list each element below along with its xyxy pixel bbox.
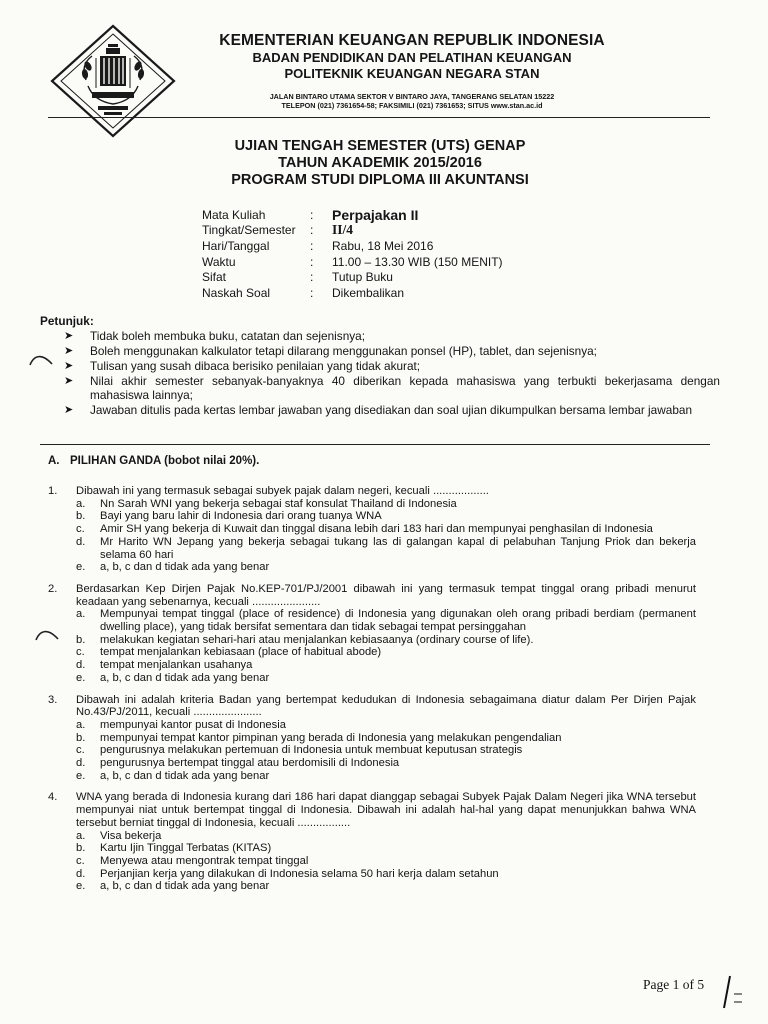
option: a. Nn Sarah WNI yang bekerja sebagai staf konsulat Thailand di Indonesia: [76, 497, 457, 510]
info-row: Naskah Soal : Dikembalikan: [202, 285, 405, 300]
school-name: POLITEKNIK KEUANGAN NEGARA STAN: [284, 66, 540, 81]
info-value: Rabu, 18 Mei 2016: [332, 238, 434, 253]
info-row: Hari/Tanggal : Rabu, 18 Mei 2016: [202, 238, 434, 253]
arrow-bullet-icon: ➤: [64, 375, 74, 387]
section-letter: A.: [48, 455, 60, 467]
option: d. tempat menjalankan usahanya: [76, 659, 253, 672]
instruction-item: ➤ Tidak boleh membuka buku, catatan dan sejenisnya;: [64, 329, 365, 343]
exam-info-table: [202, 207, 503, 301]
question: [48, 791, 696, 893]
info-value: Dikembalikan: [332, 285, 405, 300]
question-number: 4.: [48, 791, 58, 804]
pen-mark-icon: [34, 627, 60, 643]
ministry-name: KEMENTERIAN KEUANGAN REPUBLIK INDONESIA: [219, 32, 605, 49]
section-heading: [48, 455, 259, 467]
option: e. a, b, c dan d tidak ada yang benar: [76, 671, 270, 684]
info-label: Mata Kuliah: [202, 207, 266, 222]
info-value: 11.00 – 13.30 WIB (150 MENIT): [332, 254, 503, 269]
option: c. pengurusnya melakukan pertemuan di Indonesia untuk membuat keputusan strategis: [76, 744, 523, 757]
question-stem: Berdasarkan Kep Dirjen Pajak No.KEP-701/PJ/2001 dibawah ini yang termasuk tempat tinggal orang pribadi menurut keadaan yang sebenarnya, kecuali ......................: [76, 582, 696, 608]
option: a. mempunyai kantor pusat di Indonesia: [76, 718, 286, 731]
option: e. a, b, c dan d tidak ada yang benar: [76, 769, 270, 782]
agency-name: BADAN PENDIDIKAN DAN PELATIHAN KEUANGAN: [252, 50, 572, 65]
instructions-list: [40, 329, 720, 417]
info-value: II/4: [332, 222, 354, 238]
info-label: Sifat: [202, 270, 227, 285]
exam-title-line-2: TAHUN AKADEMIK 2015/2016: [278, 155, 482, 171]
option: d. pengurusnya bertempat tinggal atau berdomisili di Indonesia: [76, 757, 400, 770]
instructions-heading: Petunjuk:: [40, 314, 94, 328]
exam-title-line-3: PROGRAM STUDI DIPLOMA III AKUNTANSI: [231, 172, 529, 188]
contact-info: TELEPON (021) 7361654-58; FAKSIMILI (021) 7361653; SITUS www.stan.ac.id: [281, 101, 543, 110]
option: b. Kartu Ijin Tinggal Terbatas (KITAS): [76, 842, 272, 855]
exam-title-line-1: UJIAN TENGAH SEMESTER (UTS) GENAP: [234, 138, 526, 154]
header-divider: [48, 117, 710, 118]
exam-title: [150, 138, 610, 189]
question: [48, 583, 696, 685]
option: a. Mempunyai tempat tinggal (place of residence) di Indonesia yang digunakan oleh orang pribadi berdiam (permanent dwelling place), yang tidak bersifat sementara dan tidak sebagai tempat persinggahan: [76, 608, 696, 634]
instructions: [40, 314, 720, 418]
option: e. a, b, c dan d tidak ada yang benar: [76, 880, 270, 893]
info-row: Waktu : 11.00 – 13.30 WIB (150 MENIT): [202, 254, 503, 269]
question-number: 3.: [48, 693, 58, 706]
instruction-item: ➤ Tulisan yang susah dibaca berisiko penilaian yang tidak akurat;: [64, 359, 421, 373]
arrow-bullet-icon: ➤: [64, 330, 74, 342]
option: c. tempat menjalankan kebiasaan (place of habitual abode): [76, 646, 382, 659]
info-label: Tingkat/Semester: [202, 223, 296, 238]
option: a. Visa bekerja: [76, 829, 162, 842]
letterhead: [192, 32, 632, 110]
section-title: PILIHAN GANDA (bobot nilai 20%).: [70, 455, 260, 467]
option: b. melakukan kegiatan sehari-hari atau menjalankan kebiasaanya (ordinary course of life).: [76, 633, 534, 646]
info-label: Waktu: [202, 254, 236, 269]
option: c. Amir SH yang bekerja di Kuwait dan tinggal disana lebih dari 183 hari dan mempunyai penghasilan di Indonesia: [76, 523, 653, 536]
question-list: [48, 485, 696, 902]
info-row: Mata Kuliah : Perpajakan II: [202, 206, 419, 223]
option: b. Bayi yang baru lahir di Indonesia dari orang tuanya WNA: [76, 510, 382, 523]
option: d. Perjanjian kerja yang dilakukan di Indonesia selama 50 hari kerja dalam setahun: [76, 867, 499, 880]
section-divider: [40, 444, 710, 445]
arrow-bullet-icon: ➤: [64, 404, 74, 416]
question: [48, 694, 696, 783]
question-stem: Dibawah ini adalah kriteria Badan yang bertempat kedudukan di Indonesia sebagaimana diatur dalam Per Dirjen Pajak No.43/PJ/2011, kecuali ......................: [76, 693, 696, 719]
arrow-bullet-icon: ➤: [64, 360, 74, 372]
pen-mark-icon: [716, 972, 746, 1012]
arrow-bullet-icon: ➤: [64, 345, 74, 357]
info-row: Tingkat/Semester : II/4: [202, 222, 354, 238]
question: [48, 485, 696, 574]
question-stem: WNA yang berada di Indonesia kurang dari 186 hari dapat dianggap sebagai Subyek Pajak Dalam Negeri jika WNA tersebut mempunyai niat untuk bertempat tinggal di Indonesia. Dibawah ini adalah hal-hal yang dapat menunjukkan bahwa WNA tersebut berniat tinggal di Indonesia, kecuali .................: [76, 791, 696, 829]
ministry-logo-icon: [48, 22, 178, 140]
info-row: Sifat : Tutup Buku: [202, 270, 393, 285]
info-value: Tutup Buku: [332, 270, 393, 285]
question-number: 1.: [48, 485, 58, 497]
info-value: Perpajakan II: [332, 206, 419, 223]
instruction-item: ➤ Nilai akhir semester sebanyak-banyaknya 40 diberikan kepada mahasiswa yang terbukti bekerjasama dengan mahasiswa lainnya;: [64, 374, 720, 402]
question-number: 2.: [48, 582, 58, 595]
question-stem: Dibawah ini yang termasuk sebagai subyek pajak dalam negeri, kecuali ..................: [76, 485, 489, 497]
option: e. a, b, c dan d tidak ada yang benar: [76, 561, 270, 574]
page-number: Page 1 of 5: [643, 977, 705, 992]
instruction-item: ➤ Jawaban ditulis pada kertas lembar jawaban yang disediakan dan soal ujian dikumpulkan bersama lembar jawaban: [64, 403, 693, 417]
info-label: Naskah Soal: [202, 285, 271, 300]
option: c. Menyewa atau mengontrak tempat tinggal: [76, 854, 309, 867]
instruction-item: ➤ Boleh menggunakan kalkulator tetapi dilarang menggunakan ponsel (HP), tablet, dan sejenisnya;: [64, 344, 597, 358]
option: b. mempunyai tempat kantor pimpinan yang berada di Indonesia yang melakukan pengendalian: [76, 731, 562, 744]
pen-mark-icon: [28, 352, 54, 368]
info-label: Hari/Tanggal: [202, 238, 270, 253]
option: d. Mr Harito WN Jepang yang bekerja sebagai tukang las di galangan kapal di pelabuhan Tanjung Priok dan bekerja selama 60 hari: [76, 535, 696, 561]
address: JALAN BINTARO UTAMA SEKTOR V BINTARO JAYA, TANGERANG SELATAN 15222: [269, 92, 555, 101]
